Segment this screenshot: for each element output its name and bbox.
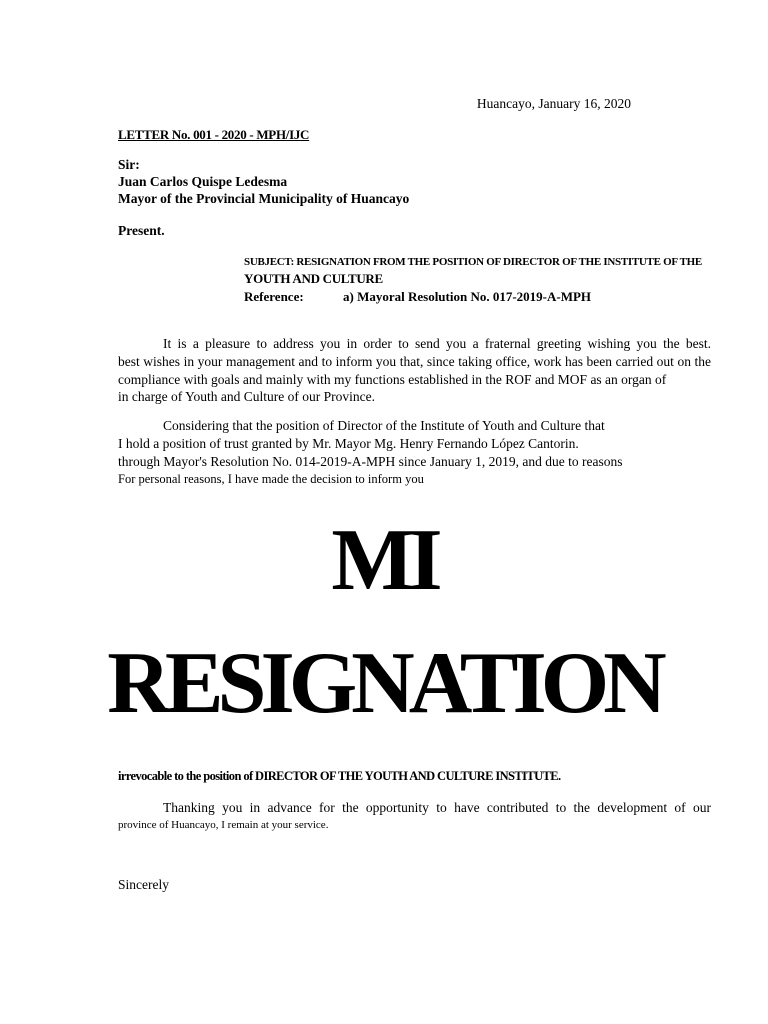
paragraph-1-line-3: compliance with goals and mainly with my functions established in the ROF and MOF as an organ of [118, 372, 667, 387]
letter-date: Huancayo, January 16, 2020 [476, 96, 631, 111]
paragraph-3-line-1: Thanking you in advance for the opportunity to have contributed to the development of our [163, 800, 711, 815]
reference-value: a) Mayoral Resolution No. 017-2019-A-MPH [343, 289, 592, 304]
subject-line-2: YOUTH AND CULTURE [244, 271, 383, 286]
paragraph-2-line-3: through Mayor's Resolution No. 014-2019-A-MPH since January 1, 2019, and due to reasons [118, 454, 623, 469]
headline-mi: MI [331, 512, 437, 609]
paragraph-2-line-2: I hold a position of trust granted by Mr. Mayor Mg. Henry Fernando López Cantorin. [118, 436, 579, 451]
closing: Sincerely [118, 877, 169, 892]
irrevocable-statement: irrevocable to the position of DIRECTOR OF THE YOUTH AND CULTURE INSTITUTE. [118, 769, 561, 783]
reference-label: Reference: [244, 289, 304, 304]
paragraph-2-line-4: For personal reasons, I have made the decision to inform you [118, 472, 424, 486]
paragraph-2-line-1: Considering that the position of Director of the Institute of Youth and Culture that [163, 418, 605, 433]
paragraph-1-line-4: in charge of Youth and Culture of our Province. [118, 389, 375, 404]
headline-resignation: RESIGNATION [107, 635, 661, 732]
paragraph-3-line-2: province of Huancayo, I remain at your service. [118, 819, 329, 831]
present-label: Present. [118, 223, 165, 238]
salutation: Sir: [118, 157, 140, 172]
paragraph-1-line-2: best wishes in your management and to inform you that, since taking office, work has been carried out on the [118, 354, 711, 369]
recipient-name: Juan Carlos Quispe Ledesma [118, 174, 288, 189]
paragraph-1-line-1: It is a pleasure to address you in order to send you a fraternal greeting wishing you the best. [163, 336, 711, 351]
letter-number: LETTER No. 001 - 2020 - MPH/IJC [118, 127, 310, 142]
subject-line-1: SUBJECT: RESIGNATION FROM THE POSITION OF DIRECTOR OF THE INSTITUTE OF THE [244, 256, 702, 268]
recipient-title: Mayor of the Provincial Municipality of Huancayo [118, 191, 410, 206]
